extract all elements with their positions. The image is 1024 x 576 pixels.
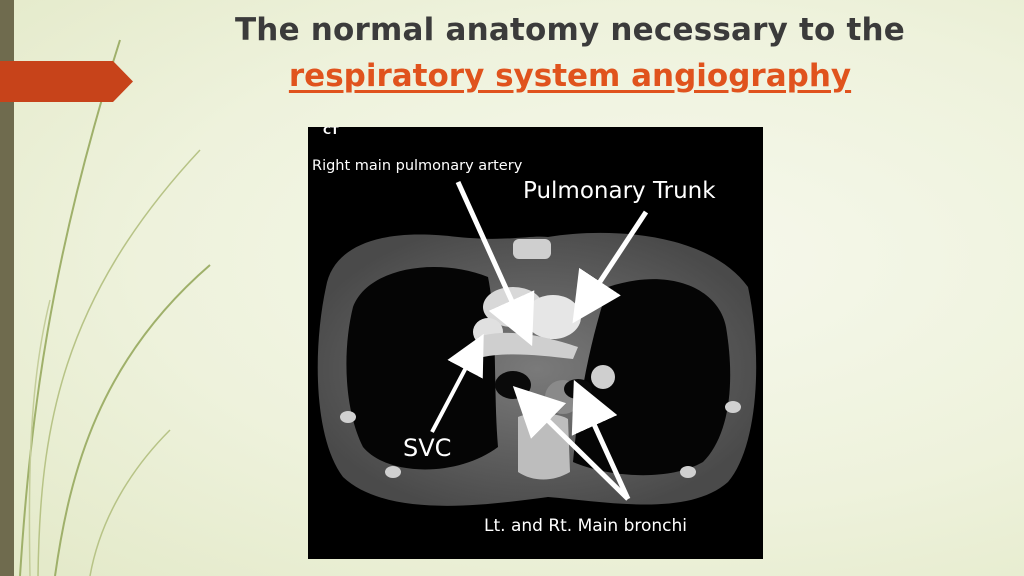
title-arrow-tab [0, 61, 133, 102]
rib [725, 401, 741, 413]
label-svc: SVC [403, 434, 452, 462]
ct-scan-image [308, 127, 763, 559]
sternum [513, 239, 551, 259]
slide-subtitle-text: respiratory system angiography [288, 58, 852, 94]
slide-subtitle [170, 58, 970, 94]
vertebra [518, 413, 570, 479]
rib [680, 466, 696, 478]
pulmonary-trunk [525, 295, 581, 339]
ct-corner-label: CT [323, 127, 339, 137]
label-pulmonary-trunk: Pulmonary Trunk [523, 178, 716, 204]
rib [340, 411, 356, 423]
right-bronchus [495, 371, 531, 399]
slide-title: The normal anatomy necessary to the [234, 12, 906, 48]
label-main-bronchi: Lt. and Rt. Main bronchi [484, 516, 688, 536]
left-pulmonary-vessel [591, 365, 615, 389]
rib [385, 466, 401, 478]
label-right-main-pulmonary-artery: Right main pulmonary artery [312, 158, 523, 174]
